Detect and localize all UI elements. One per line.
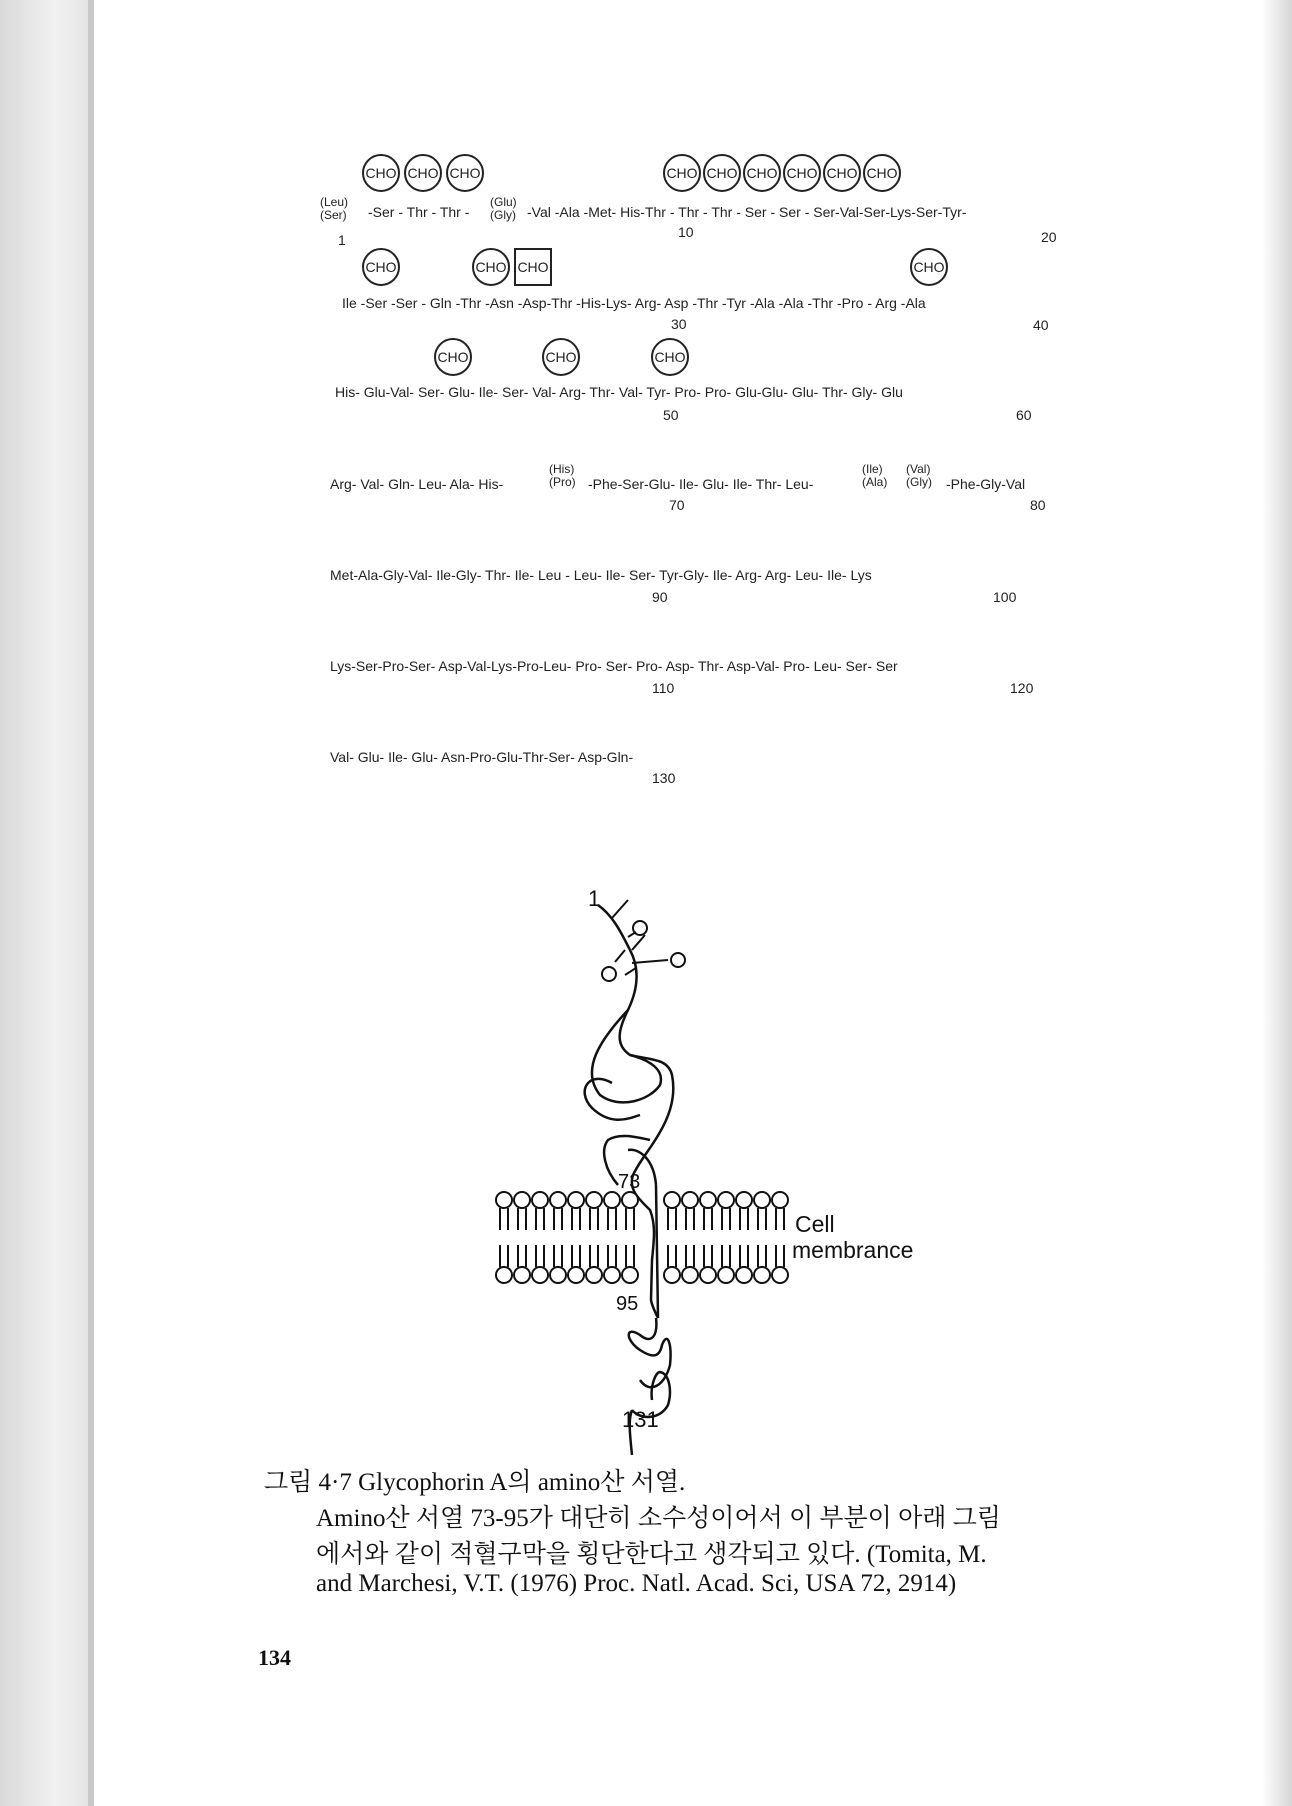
alt-residue-77b: (Ala) <box>862 475 888 489</box>
residue-number-100: 100 <box>993 589 1017 605</box>
alt-residue-78b: (Gly) <box>906 475 932 489</box>
cho-circle-12: CHO <box>743 154 781 192</box>
label-residue-73: 73 <box>618 1171 641 1193</box>
seq-row1-part2: -Val -Ala -Met- His-Thr - Thr - Thr - Ser - Ser - Ser-Val-Ser-Lys-Ser-Tyr- <box>527 204 967 220</box>
label-residue-1: 1 <box>588 886 601 911</box>
alt-residue-66a: (His) <box>549 462 575 476</box>
alt-residue-5a: (Glu) <box>490 195 517 209</box>
lipid-tails <box>500 1208 784 1267</box>
cho-circle-3: CHO <box>446 154 484 192</box>
cytoplasmic-tail <box>629 1318 671 1455</box>
residue-number-130: 130 <box>652 770 676 786</box>
alt-residue-5b: (Gly) <box>490 208 516 222</box>
seq-row2: Ile -Ser -Ser - Gln -Thr -Asn -Asp-Thr -His-Lys- Arg- Asp -Thr -Tyr -Ala -Ala -Thr -Pro - Arg -Ala <box>342 295 926 311</box>
seq-row6: Lys-Ser-Pro-Ser- Asp-Val-Lys-Pro-Leu- Pro- Ser- Pro- Asp- Thr- Asp-Val- Pro- Leu- Ser- Ser <box>330 658 898 674</box>
residue-number-50: 50 <box>663 407 679 423</box>
seq-row1-part1: -Ser - Thr - Thr - <box>368 204 470 220</box>
cho-circle-2: CHO <box>404 154 442 192</box>
figure-caption-line3: and Marchesi, V.T. (1976) Proc. Natl. Acad. Sci, USA 72, 2914) <box>316 1570 957 1597</box>
residue-number-70: 70 <box>669 497 685 513</box>
alt-residue-77a: (Ile) <box>862 462 883 476</box>
cho-circle-21: CHO <box>362 248 400 286</box>
cho-circle-44: CHO <box>434 338 472 376</box>
cho-circle-15: CHO <box>863 154 901 192</box>
seq-row3: His- Glu-Val- Ser- Glu- Ile- Ser- Val- Arg- Thr- Val- Tyr- Pro- Pro- Glu-Glu- Glu- Thr- Gly- Glu <box>335 384 903 400</box>
seq-row4-part1: Arg- Val- Gln- Leu- Ala- His- <box>330 476 504 492</box>
alt-residue-78a: (Val) <box>906 462 931 476</box>
cho-circle-11: CHO <box>703 154 741 192</box>
cho-square-26: CHO <box>514 248 552 286</box>
seq-row7: Val- Glu- Ile- Glu- Asn-Pro-Glu-Thr-Ser- Asp-Gln- <box>330 749 634 765</box>
seq-row4-part2: -Phe-Ser-Glu- Ile- Glu- Ile- Thr- Leu- <box>588 476 814 492</box>
page-number: 134 <box>258 1645 291 1670</box>
oligosaccharide-branches <box>602 900 685 981</box>
cho-circle-14: CHO <box>823 154 861 192</box>
residue-number-110: 110 <box>652 680 675 696</box>
cho-circle-1: CHO <box>362 154 400 192</box>
alt-residue-1a: (Leu) <box>320 195 349 209</box>
figure-caption-line1: Amino산 서열 73-95가 대단히 소수성이어서 이 부분이 아래 그림 <box>316 1505 1001 1532</box>
cell-membrane-label-2: membrance <box>792 1237 914 1263</box>
lipid-bilayer <box>496 1192 788 1283</box>
residue-number-120: 120 <box>1010 680 1034 696</box>
figure-caption-title: 그림 4·7 Glycophorin A의 amino산 서열. <box>264 1469 686 1496</box>
residue-number-10: 10 <box>678 224 694 240</box>
cho-circle-47: CHO <box>542 338 580 376</box>
residue-number-1: 1 <box>338 232 346 248</box>
alt-residue-66b: (Pro) <box>549 475 576 489</box>
alt-residue-1b: (Ser) <box>320 208 347 222</box>
residue-number-30: 30 <box>671 316 687 332</box>
cho-circle-10: CHO <box>663 154 701 192</box>
label-residue-131: 131 <box>622 1407 659 1432</box>
residue-number-40: 40 <box>1033 317 1049 333</box>
residue-number-90: 90 <box>652 589 668 605</box>
cho-circle-50: CHO <box>651 338 689 376</box>
cho-circle-37: CHO <box>910 248 948 286</box>
residue-number-80: 80 <box>1030 497 1046 513</box>
label-residue-95: 95 <box>616 1293 639 1315</box>
cell-membrane-label-1: Cell <box>795 1211 835 1237</box>
peptide-loop <box>585 1010 661 1185</box>
residue-number-20: 20 <box>1041 229 1057 245</box>
seq-row5: Met-Ala-Gly-Val- Ile-Gly- Thr- Ile- Leu - Leu- Ile- Ser- Tyr-Gly- Ile- Arg- Arg- Leu- Ile- Lys <box>330 567 872 583</box>
seq-row4-part3: -Phe-Gly-Val <box>946 476 1026 492</box>
figure-caption-line2: 에서와 같이 적혈구막을 횡단한다고 생각되고 있다. (Tomita, M. <box>316 1541 987 1568</box>
cho-circle-26: CHO <box>472 248 510 286</box>
residue-number-60: 60 <box>1016 407 1032 423</box>
cho-circle-13: CHO <box>783 154 821 192</box>
